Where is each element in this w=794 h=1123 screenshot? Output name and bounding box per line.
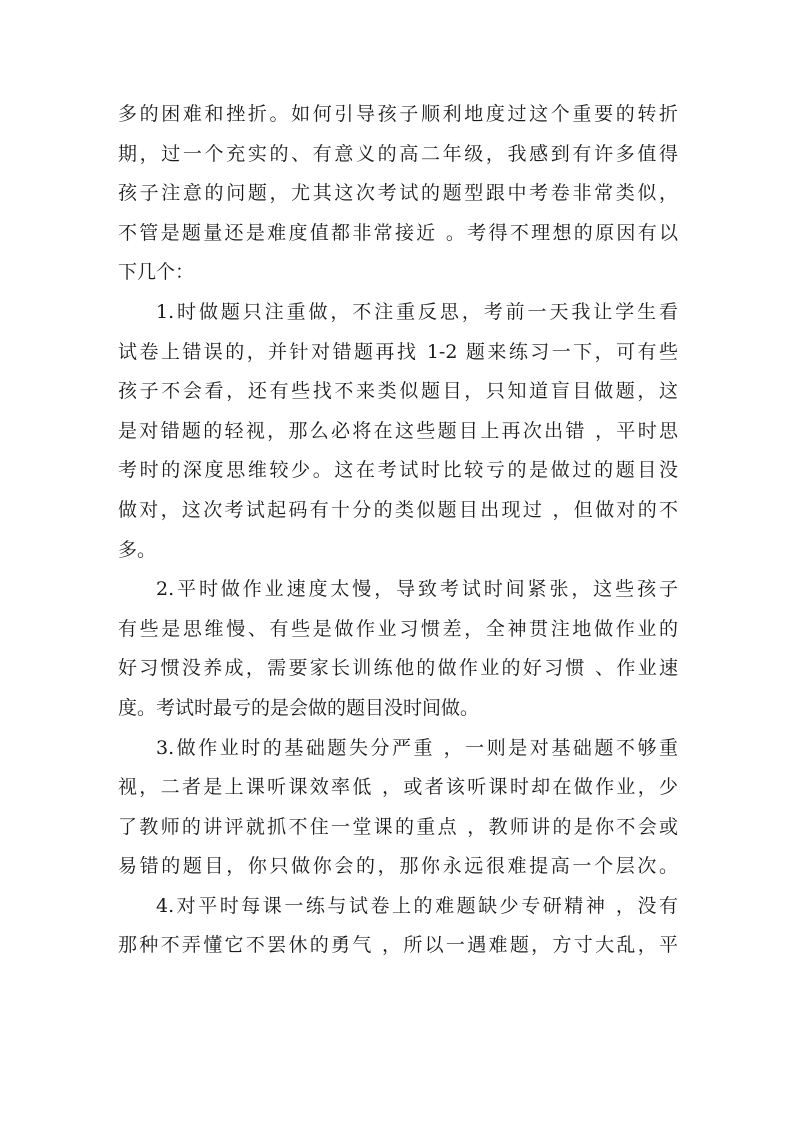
paragraph-1-first-line: 1.时做题只注重做，不注重反思，考前一天我让学生看 (156, 300, 678, 323)
text-line: 视，二者是上课听课效率低 ，或者该听课时却在做作业，少 (118, 776, 678, 799)
text-line: 考时的深度思维较少。这在考试时比较亏的是做过的题目没 (118, 459, 678, 482)
paragraph-4-first-line: 4.对平时每课一练与试卷上的难题缺少专研精神 ，没有 (156, 894, 678, 917)
text-line: 那种不弄懂它不罢休的勇气 ，所以一遇难题，方寸大乱，平 (118, 934, 678, 957)
text-line: 下几个： (118, 261, 195, 284)
text-line: 做对，这次考试起码有十分的类似题目出现过 ，但做对的不 (118, 498, 678, 521)
text-line: 有些是思维慢、有些是做作业习惯差，全神贯注地做作业的 (118, 617, 678, 640)
text-line: 是对错题的轻视，那么必将在这些题目上再次出错 ，平时思 (118, 419, 678, 442)
text-line: 好习惯没养成，需要家长训练他的做作业的好习惯 、作业速 (118, 657, 678, 680)
text-line: 试卷上错误的，并针对错题再找 1-2 题来练习一下，可有些 (118, 340, 678, 363)
text-line: 了教师的讲评就抓不住一堂课的重点 ，教师讲的是你不会或 (118, 815, 678, 838)
text-line: 多。 (118, 538, 157, 561)
text-line: 期，过一个充实的、有意义的高二年级，我感到有许多值得 (118, 142, 678, 165)
text-line: 度。考试时最亏的是会做的题目没时间做。 (118, 696, 480, 719)
paragraph-3-first-line: 3.做作业时的基础题失分严重 ，一则是对基础题不够重 (156, 736, 678, 759)
text-line: 孩子注意的问题，尤其这次考试的题型跟中考卷非常类似， (118, 182, 678, 205)
text-line: 孩子不会看，还有些找不来类似题目，只知道盲目做题，这 (118, 380, 678, 403)
paragraph-2-first-line: 2.平时做作业速度太慢，导致考试时间紧张，这些孩子 (156, 578, 678, 601)
text-line: 多的困难和挫折。如何引导孩子顺利地度过这个重要的转折 (118, 103, 678, 125)
body-text (118, 95, 678, 966)
text-line: 易错的题目，你只做你会的，那你永远很难提高一个层次。 (118, 855, 678, 878)
text-line: 不管是题量还是难度值都非常接近 。考得不理想的原因有以 (118, 221, 678, 244)
